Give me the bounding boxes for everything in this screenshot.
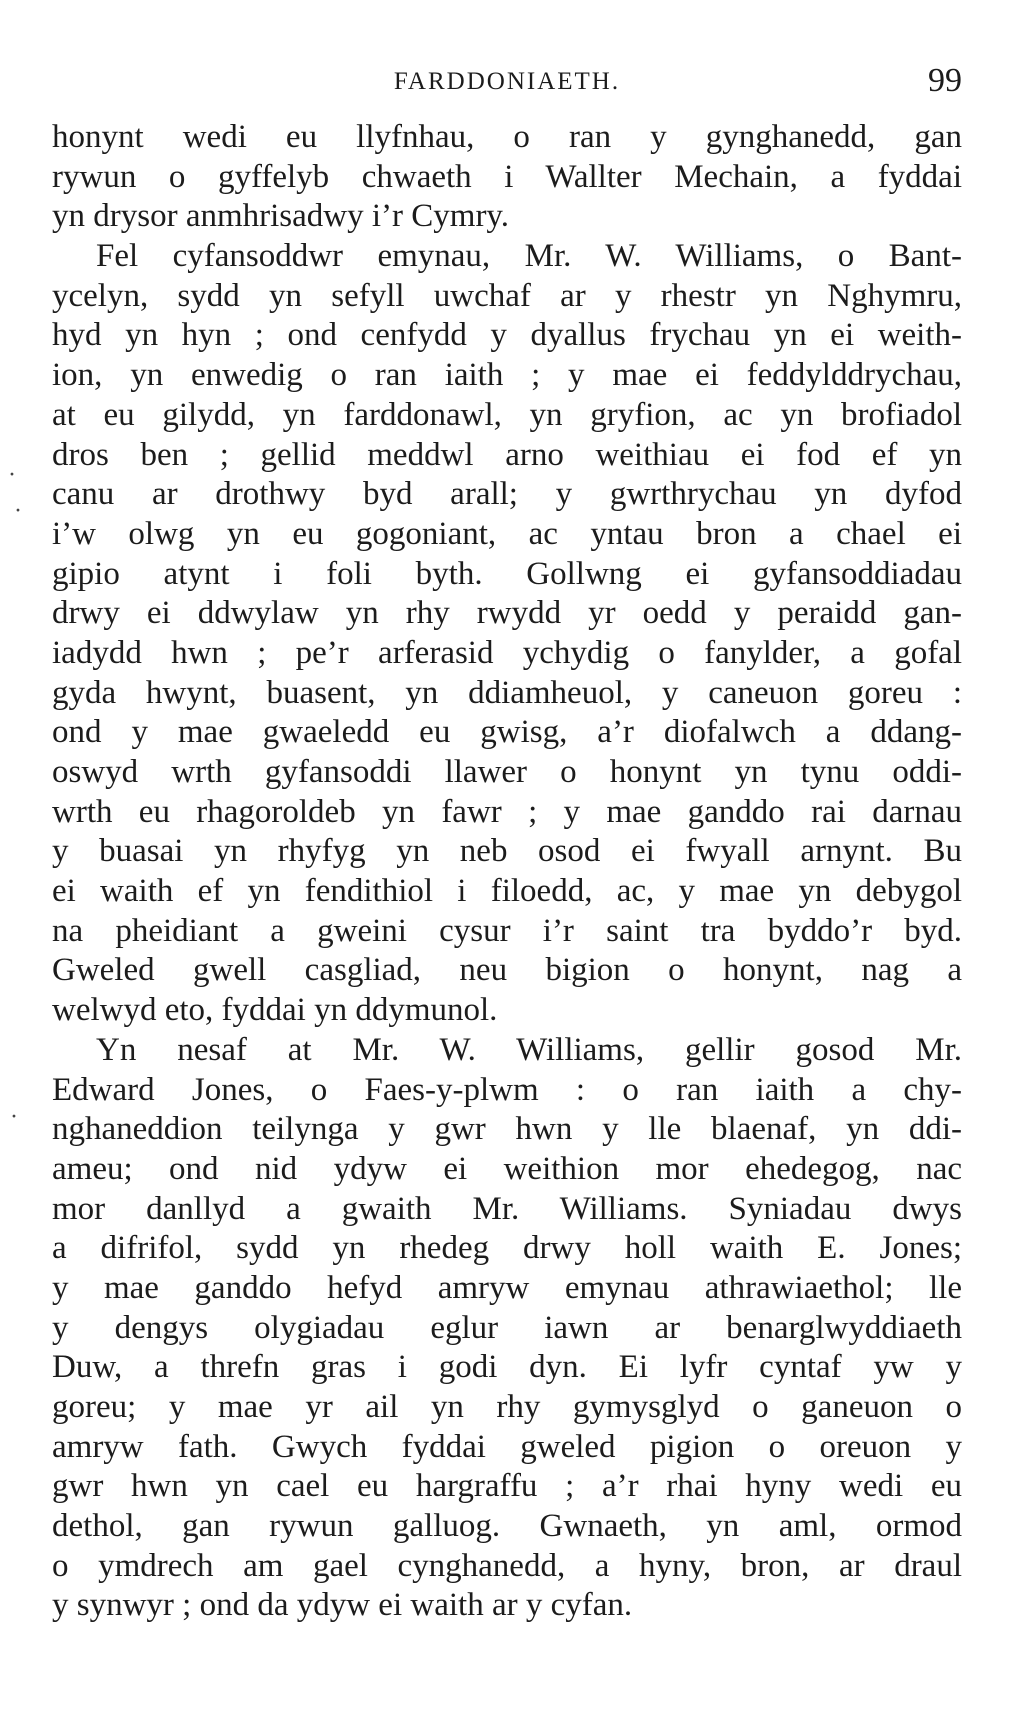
text-line: iadydd hwn ; pe’r arferasid ychydig o fanylder, a gofal — [52, 634, 962, 671]
text-line: y mae ganddo hefyd amryw emynau athrawiaethol; lle — [52, 1269, 962, 1306]
paragraph — [52, 237, 962, 1031]
text-line: o ymdrech am gael cynghanedd, a hyny, bron, ar draul — [52, 1547, 962, 1584]
text-line: y synwyr ; ond da ydyw ei waith ar y cyfan. — [52, 1587, 633, 1624]
text-line: ond y mae gwaeledd eu gwisg, a’r diofalwch a ddang- — [52, 714, 962, 751]
text-line: i’w olwg yn eu gogoniant, ac yntau bron a chael ei — [52, 515, 962, 552]
text-line: nghaneddion teilynga y gwr hwn y lle blaenaf, yn ddi- — [52, 1111, 962, 1148]
text-line: ycelyn, sydd yn sefyll uwchaf ar y rhestr yn Nghymru, — [52, 277, 962, 314]
body-text — [52, 118, 962, 1626]
text-line: dros ben ; gellid meddwl arno weithiau ei fod ef yn — [52, 436, 962, 473]
text-line: rywun o gyffelyb chwaeth i Wallter Mechain, a fyddai — [52, 158, 962, 195]
text-line: ion, yn enwedig o ran iaith ; y mae ei feddylddrychau, — [52, 357, 962, 394]
text-line: Gweled gwell casgliad, neu bigion o honynt, nag a — [52, 952, 962, 989]
text-line: honynt wedi eu llyfnhau, o ran y gynghanedd, gan — [52, 119, 962, 155]
text-line: na pheidiant a gweini cysur i’r saint tra byddo’r byd. — [52, 912, 962, 949]
text-line: amryw fath. Gwych fyddai gweled pigion o oreuon y — [52, 1428, 962, 1465]
text-line: Fel cyfansoddwr emynau, Mr. W. Williams, o Bant- — [96, 238, 962, 275]
running-title: FARDDONIAETH. — [393, 68, 621, 95]
text-line: ei waith ef yn fendithiol i filoedd, ac, y mae yn debygol — [52, 873, 962, 910]
margin-dot-mark: · — [10, 1104, 18, 1130]
text-line: gyda hwynt, buasent, yn ddiamheuol, y caneuon goreu : — [52, 674, 962, 711]
text-line: canu ar drothwy byd arall; y gwrthrychau yn dyfod — [52, 476, 962, 513]
text-line: drwy ei ddwylaw yn rhy rwydd yr oedd y peraidd gan- — [52, 595, 962, 632]
paragraph — [52, 118, 962, 237]
text-line: y buasai yn rhyfyg yn neb osod ei fwyall arnynt. Bu — [52, 833, 962, 870]
margin-dot-mark: · — [14, 498, 22, 524]
text-line: y dengys olygiadau eglur iawn ar benarglwyddiaeth — [52, 1309, 962, 1346]
text-line: yn drysor anmhrisadwy i’r Cymry. — [52, 198, 510, 235]
text-line: Yn nesaf at Mr. W. Williams, gellir gosod Mr. — [96, 1031, 962, 1068]
text-line: gipio atynt i foli byth. Gollwng ei gyfansoddiadau — [52, 555, 962, 592]
text-line: Duw, a threfn gras i godi dyn. Ei lyfr cyntaf yw y — [52, 1349, 962, 1386]
running-head — [52, 62, 962, 102]
text-line: mor danllyd a gwaith Mr. Williams. Syniadau dwys — [52, 1190, 962, 1227]
paragraph — [52, 1031, 962, 1626]
text-line: goreu; y mae yr ail yn rhy gymysglyd o ganeuon o — [52, 1389, 962, 1425]
text-line: a difrifol, sydd yn rhedeg drwy holl waith E. Jones; — [52, 1230, 962, 1267]
page-number: 99 — [928, 62, 962, 99]
text-line: at eu gilydd, yn farddonawl, yn gryfion, ac yn brofiadol — [52, 396, 962, 433]
text-line: oswyd wrth gyfansoddi llawer o honynt yn tynu oddi- — [52, 754, 962, 790]
text-line: ameu; ond nid ydyw ei weithion mor ehedegog, nac — [52, 1150, 962, 1187]
margin-dot-mark: · — [8, 462, 16, 488]
text-line: Edward Jones, o Faes-y-plwm : o ran iaith a chy- — [52, 1071, 962, 1108]
text-line: gwr hwn yn cael eu hargraffu ; a’r rhai hyny wedi eu — [52, 1468, 962, 1505]
text-line: wrth eu rhagoroldeb yn fawr ; y mae ganddo rai darnau — [52, 793, 962, 830]
text-line: dethol, gan rywun galluog. Gwnaeth, yn aml, ormod — [52, 1508, 962, 1545]
text-line: hyd yn hyn ; ond cenfydd y dyallus frychau yn ei weith- — [52, 317, 962, 354]
text-line: welwyd eto, fyddai yn ddymunol. — [52, 992, 498, 1029]
